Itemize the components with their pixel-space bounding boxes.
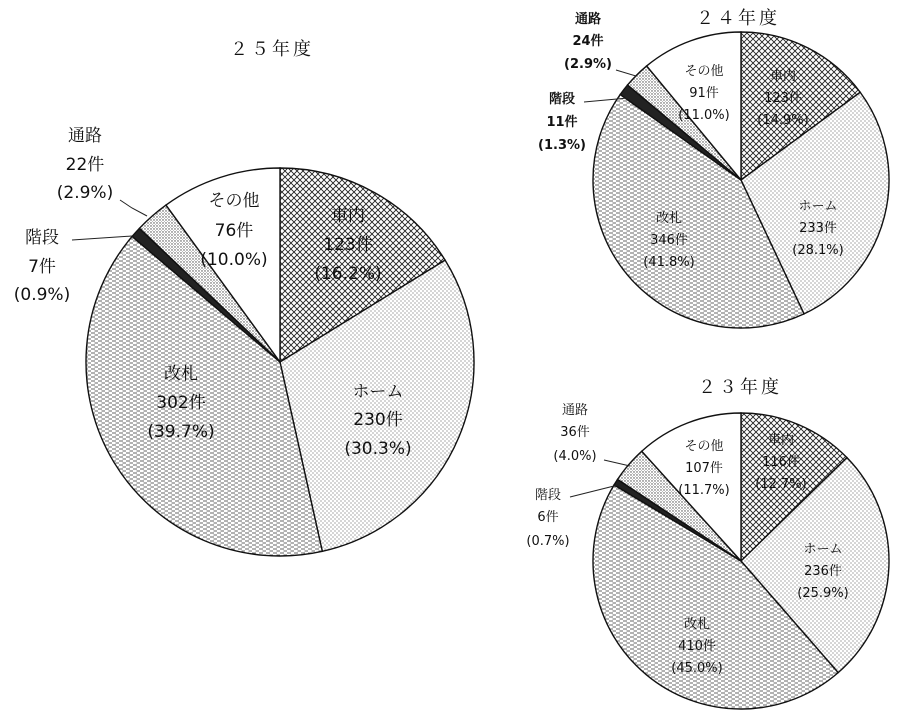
slice-label-tsuro <box>57 126 147 216</box>
slice-percent: (10.0%) <box>200 250 268 270</box>
slice-percent: (0.7%) <box>526 534 570 549</box>
slice-name: 改札 <box>164 364 198 384</box>
slice-count: 236件 <box>804 564 842 579</box>
slice-name: 通路 <box>574 12 602 27</box>
slice-name: 通路 <box>561 403 589 418</box>
slice-name: 車内 <box>769 69 797 84</box>
slice-name: 階段 <box>548 92 576 107</box>
leader-line <box>72 236 132 240</box>
slice-percent: (28.1%) <box>792 243 844 258</box>
slice-count: 230件 <box>353 410 403 430</box>
slice-name: 階段 <box>25 228 59 248</box>
slice-count: 116件 <box>762 455 800 470</box>
slice-count: 302件 <box>156 393 206 413</box>
slice-percent: (11.7%) <box>678 483 730 498</box>
slice-percent: (11.0%) <box>678 108 730 123</box>
slice-percent: (2.9%) <box>564 57 612 72</box>
slice-percent: (30.3%) <box>344 439 412 459</box>
slice-count: 107件 <box>685 461 723 476</box>
slice-count: 233件 <box>799 221 837 236</box>
slice-name: その他 <box>684 439 724 454</box>
slice-name: その他 <box>684 64 724 79</box>
pie-slices <box>86 168 474 556</box>
leader-line <box>616 70 636 76</box>
slice-label-home <box>792 199 843 258</box>
slice-name: ホーム <box>803 542 843 557</box>
slice-count: 91件 <box>689 86 719 101</box>
slice-name: 改札 <box>683 617 711 632</box>
slice-percent: (0.9%) <box>13 285 71 305</box>
slice-count: 123件 <box>323 235 373 255</box>
slice-percent: (41.8%) <box>643 255 695 270</box>
slice-name: 改札 <box>655 211 683 226</box>
slice-label-sonota <box>678 439 729 498</box>
slice-percent: (4.0%) <box>553 449 597 464</box>
slice-label-home <box>344 382 411 459</box>
chart-title: ２４年度 <box>696 8 780 29</box>
slice-name: 車内 <box>767 433 795 448</box>
leader-line <box>604 460 630 466</box>
slice-count: 7件 <box>28 257 56 277</box>
pie-chart-fy23 <box>526 376 889 709</box>
slice-name: その他 <box>208 191 260 211</box>
slice-label-home <box>797 542 848 601</box>
slice-percent: (2.9%) <box>56 183 114 203</box>
pie-chart-fy24 <box>538 7 889 328</box>
slice-name: ホーム <box>352 382 404 402</box>
slice-count: 22件 <box>65 155 105 175</box>
slice-percent: (39.7%) <box>147 422 215 442</box>
slice-label-tsuro <box>564 11 636 76</box>
chart-title: ２５年度 <box>230 39 314 60</box>
slice-name: ホーム <box>798 199 838 214</box>
slice-percent: (16.2%) <box>314 264 382 284</box>
slice-percent: (1.3%) <box>538 138 586 153</box>
slice-name: 車内 <box>331 206 365 226</box>
slice-count: 6件 <box>537 510 559 525</box>
slice-count: 11件 <box>546 115 578 130</box>
slice-percent: (25.9%) <box>797 586 849 601</box>
slice-percent: (14.9%) <box>757 113 809 128</box>
pie-slices <box>593 32 889 328</box>
slice-label-tsuro <box>553 403 630 466</box>
pie-chart-fy25 <box>14 38 474 556</box>
chart-title: ２３年度 <box>698 377 782 398</box>
slice-count: 346件 <box>650 233 688 248</box>
slice-name: 通路 <box>68 126 102 146</box>
slice-count: 410件 <box>678 639 716 654</box>
slice-count: 24件 <box>572 34 604 49</box>
leader-line <box>120 200 147 216</box>
slice-percent: (12.7%) <box>755 477 807 492</box>
slice-name: 階段 <box>534 488 562 503</box>
slice-count: 36件 <box>560 425 590 440</box>
slice-percent: (45.0%) <box>671 661 723 676</box>
pie-slices <box>593 413 889 709</box>
slice-count: 76件 <box>214 221 254 241</box>
slice-count: 123件 <box>764 91 802 106</box>
